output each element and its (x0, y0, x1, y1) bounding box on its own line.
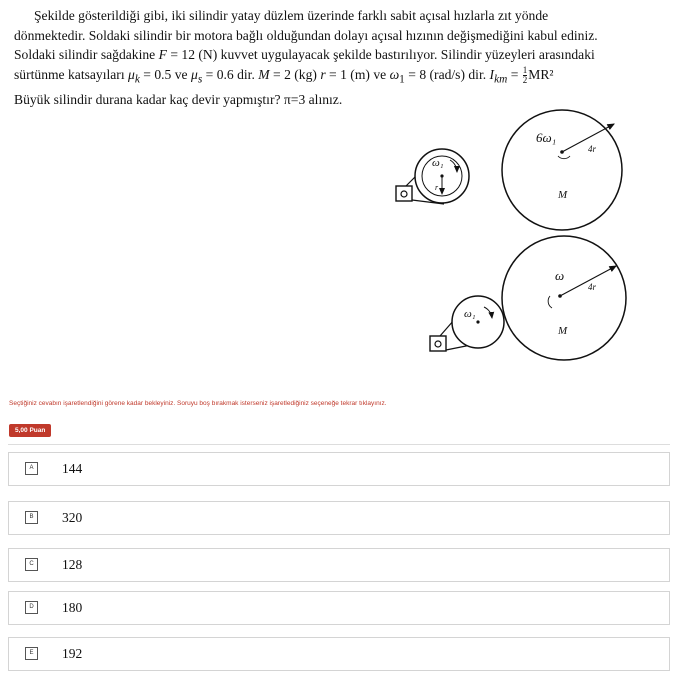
option-b[interactable] (8, 501, 670, 535)
question-line-3: Soldaki silindir sağdakine F = 12 (N) kuvvet uygulayacak şekilde bastırılıyor. Silindir yüzeyleri arasındaki (14, 47, 595, 62)
big-omega-label: ω (555, 268, 565, 283)
question-line-4: sürtünme katsayıları $\mu_k = 0.5$ ve $\mu_s = 0.6$ dir. M = 2 (kg) r = 1 (m) ve $\omega_1 = 8$ (rad/s) dir. $I_{km}$ = $\frac{1}{2}$ MR² (14, 64, 554, 86)
big-cylinder (502, 236, 626, 360)
question-text (14, 6, 664, 109)
divider (8, 444, 670, 445)
option-value: 144 (62, 461, 83, 476)
option-letter[interactable]: D (25, 601, 38, 614)
small-omega-label: ω₁ (432, 157, 444, 169)
option-letter[interactable]: C (25, 558, 38, 571)
bottom-figure (430, 236, 626, 360)
force-symbol: F (158, 47, 167, 62)
half-fraction: $\frac{1}{2}$ (522, 64, 528, 85)
option-letter[interactable]: B (25, 511, 38, 524)
option-value: 320 (62, 510, 83, 525)
option-value: 128 (62, 557, 83, 572)
option-c[interactable] (8, 548, 670, 582)
question-line-1: Şekilde gösterildiği gibi, iki silindir yatay düzlem üzerinde farklı sabit açısal hızlarla zıt yönde (34, 8, 549, 23)
cylinders-figure (380, 108, 660, 370)
big-omega-label: 6ω₁ (536, 130, 557, 145)
option-letter[interactable]: A (25, 462, 38, 475)
option-letter[interactable]: E (25, 647, 38, 660)
option-a[interactable] (8, 452, 670, 486)
small-cylinder-center (476, 320, 479, 323)
motor-icon (430, 336, 446, 351)
points-badge: 5,00 Puan (9, 424, 51, 437)
big-cylinder (502, 110, 622, 230)
big-radius-label: 4r (588, 144, 597, 154)
top-figure (396, 110, 622, 230)
question-line-2: dönmektedir. Soldaki silindir bir motora bağlı olduğundan dolayı açısal hızının değişmediğini kabul ediniz. (14, 27, 598, 43)
question-line-5: Büyük silindir durana kadar kaç devir yapmıştır? π=3 alınız. (14, 91, 343, 107)
option-e[interactable] (8, 637, 670, 671)
option-value: 180 (62, 600, 83, 615)
motor-icon (396, 186, 412, 201)
big-mass-label: M (558, 325, 568, 337)
instruction-notice: Seçtiğiniz cevabın işaretlendiğini görene kadar bekleyiniz. Soruyu boş bırakmak isterseniz işaretlediğiniz seçeneğe tekrar tıklayınız. (9, 400, 387, 407)
big-radius-label: 4r (588, 282, 597, 292)
option-value: 192 (62, 646, 83, 661)
big-mass-label: M (558, 189, 568, 201)
small-radius-label: r (435, 183, 439, 192)
small-omega-label: ω₁ (464, 308, 476, 320)
option-d[interactable] (8, 591, 670, 625)
